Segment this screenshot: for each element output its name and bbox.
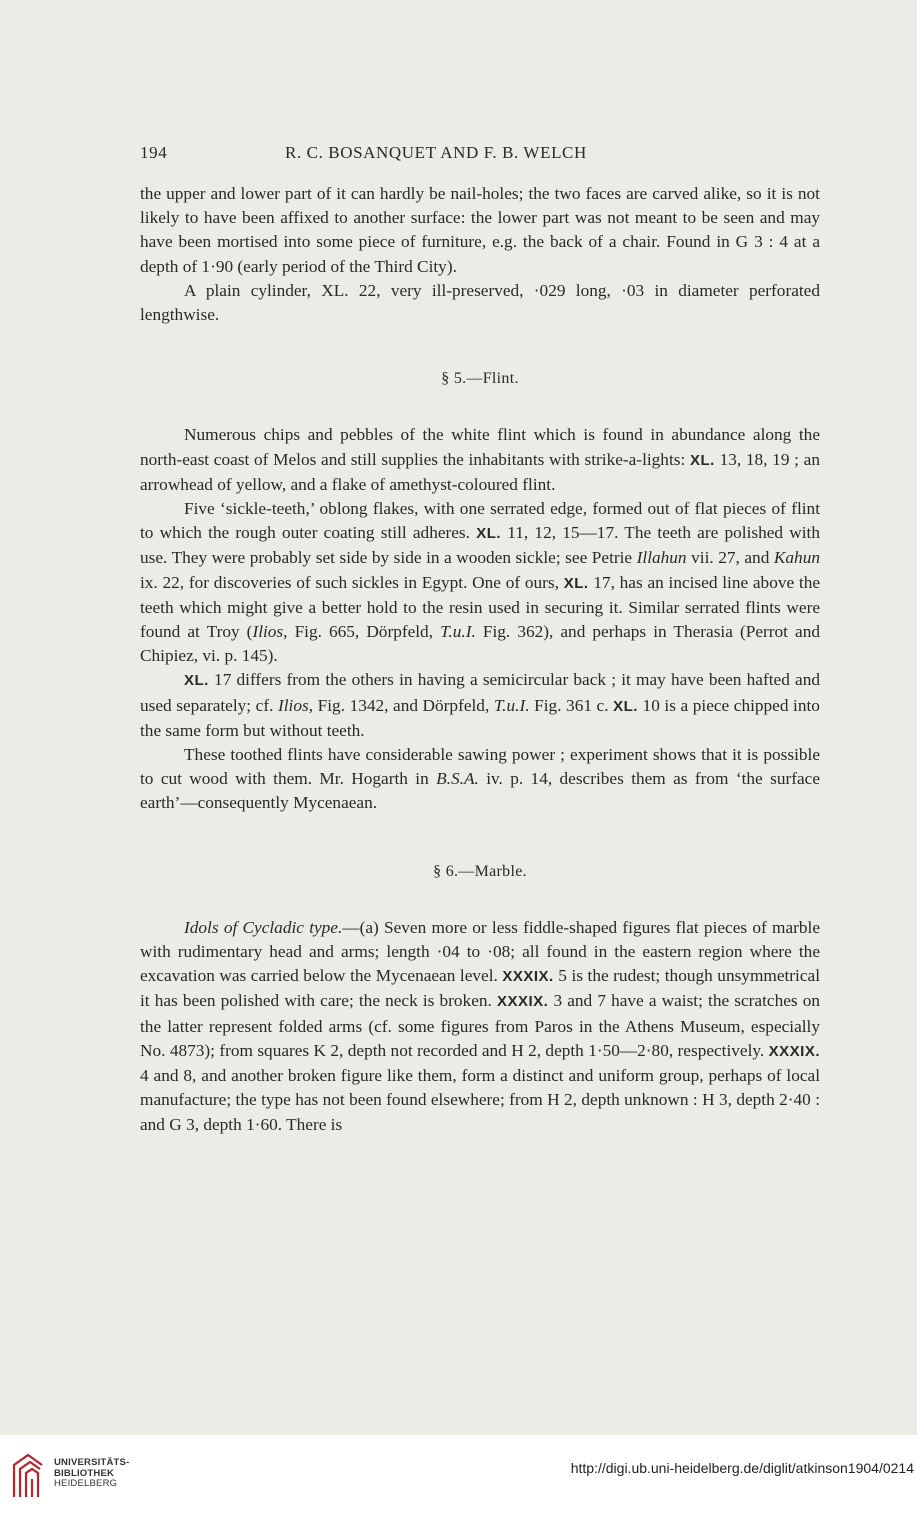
plate-ref: XL. bbox=[613, 697, 638, 715]
italic-title: Kahun bbox=[773, 548, 820, 568]
italic-title: B.S.A. bbox=[436, 769, 479, 789]
paragraph-6: These toothed flints have considerable sawing power ; experiment shows that it is possible to cut wood with them. Mr. Hogarth in B.S.A. iv. p. 14, describes them as from ‘the surface earth’—consequently Mycenaean. bbox=[140, 745, 820, 813]
section-heading-flint: § 5.—Flint. bbox=[441, 370, 519, 388]
library-name: UNIVERSITÄTS- BIBLIOTHEK HEIDELBERG bbox=[54, 1457, 130, 1489]
plate-ref: XXXIX. bbox=[768, 1042, 821, 1060]
plate-ref: XL. bbox=[690, 451, 715, 469]
paragraph-3: Numerous chips and pebbles of the white flint which is found in abundance along the north-east coast of Melos and still supplies the inhabitants with strike-a-lights: XL. 13, 18, 19 ; an arrowhead of yellow, and a flake of amethyst-coloured flint. bbox=[140, 425, 820, 494]
italic-title: Illahun bbox=[636, 548, 687, 568]
paragraph-2: A plain cylinder, XL. 22, very ill-preserved, ·029 long, ·03 in diameter perforated lengthwise. bbox=[140, 280, 820, 325]
paragraph-4: Five ‘sickle-teeth,’ oblong flakes, with one serrated edge, formed out of flat pieces of flint to which the rough outer coating still adheres. XL. 11, 12, 15—17. The teeth are polished with use. They were probably set side by side in a wooden sickle; see Petrie Illahun vii. 27, and Kahun ix. 22, for discoveries of such sickles in Egypt. One of ours, XL. 17, has an incised line above the teeth which might give a better hold to the resin used in securing it. Similar serrated flints were found at Troy (Ilios, Fig. 665, Dörpfeld, T.u.I. Fig. 362), and perhaps in Therasia (Perrot and Chipiez, vi. p. 145). bbox=[140, 499, 821, 666]
library-logo-icon bbox=[8, 1451, 48, 1501]
italic-title: Ilios, bbox=[252, 622, 288, 642]
italic-title: Idols of Cycladic type. bbox=[184, 917, 343, 937]
body-text bbox=[140, 182, 820, 1137]
plate-ref: XL. bbox=[184, 672, 209, 690]
footer bbox=[0, 1435, 917, 1515]
plate-ref: XXXIX. bbox=[496, 993, 549, 1011]
italic-title: T.u.I. bbox=[493, 695, 530, 715]
page-header bbox=[140, 143, 820, 165]
plate-ref: XL. bbox=[563, 574, 589, 592]
running-head: R. C. BOSANQUET AND F. B. WELCH bbox=[285, 143, 587, 162]
paragraph-7: Idols of Cycladic type.—(a) Seven more or less fiddle-shaped figures flat pieces of marble with rudimentary head and arms; length ·04 to ·08; all found in the eastern region where the excavation was carried below the Mycenaean level. XXXIX. 5 is the rudest; though unsymmetrical it has been polished with care; the neck is broken. XXXIX. 3 and 7 have a waist; the scratches on the latter represent folded arms (cf. some figures from Paros in the Athens Museum, especially No. 4873); from squares K 2, depth not recorded and H 2, depth 1·50—2·80, respectively. XXXIX. 4 and 8, and another broken figure like them, form a distinct and uniform group, perhaps of local manufacture; the type has not been found elsewhere; from H 2, depth unknown : H 3, depth 2·40 : and G 3, depth 1·60. There is bbox=[140, 917, 821, 1134]
italic-title: T.u.I. bbox=[440, 622, 476, 642]
section-heading-marble: § 6.—Marble. bbox=[433, 862, 527, 880]
paragraph-1: the upper and lower part of it can hardly be nail-holes; the two faces are carved alike, so it is not likely to have been affixed to another surface: the lower part was not meant to be seen and may have been mortised into some piece of furniture, e.g. the back of a chair. Found in G 3 : 4 at a depth of 1·90 (early period of the Third City). bbox=[140, 184, 820, 276]
page-number: 194 bbox=[140, 143, 168, 162]
italic-title: Ilios, bbox=[278, 695, 314, 715]
source-url-link[interactable]: http://digi.ub.uni-heidelberg.de/diglit/atkinson1904/0214 bbox=[570, 1460, 914, 1476]
plate-ref: XXXIX. bbox=[502, 968, 554, 986]
paragraph-5: XL. 17 differs from the others in having a semicircular back ; it may have been hafted and used separately; cf. Ilios, Fig. 1342, and Dörpfeld, T.u.I. Fig. 361 c. XL. 10 is a piece chipped into the same form but without teeth. bbox=[140, 670, 820, 740]
plate-ref: XL. bbox=[476, 525, 502, 543]
